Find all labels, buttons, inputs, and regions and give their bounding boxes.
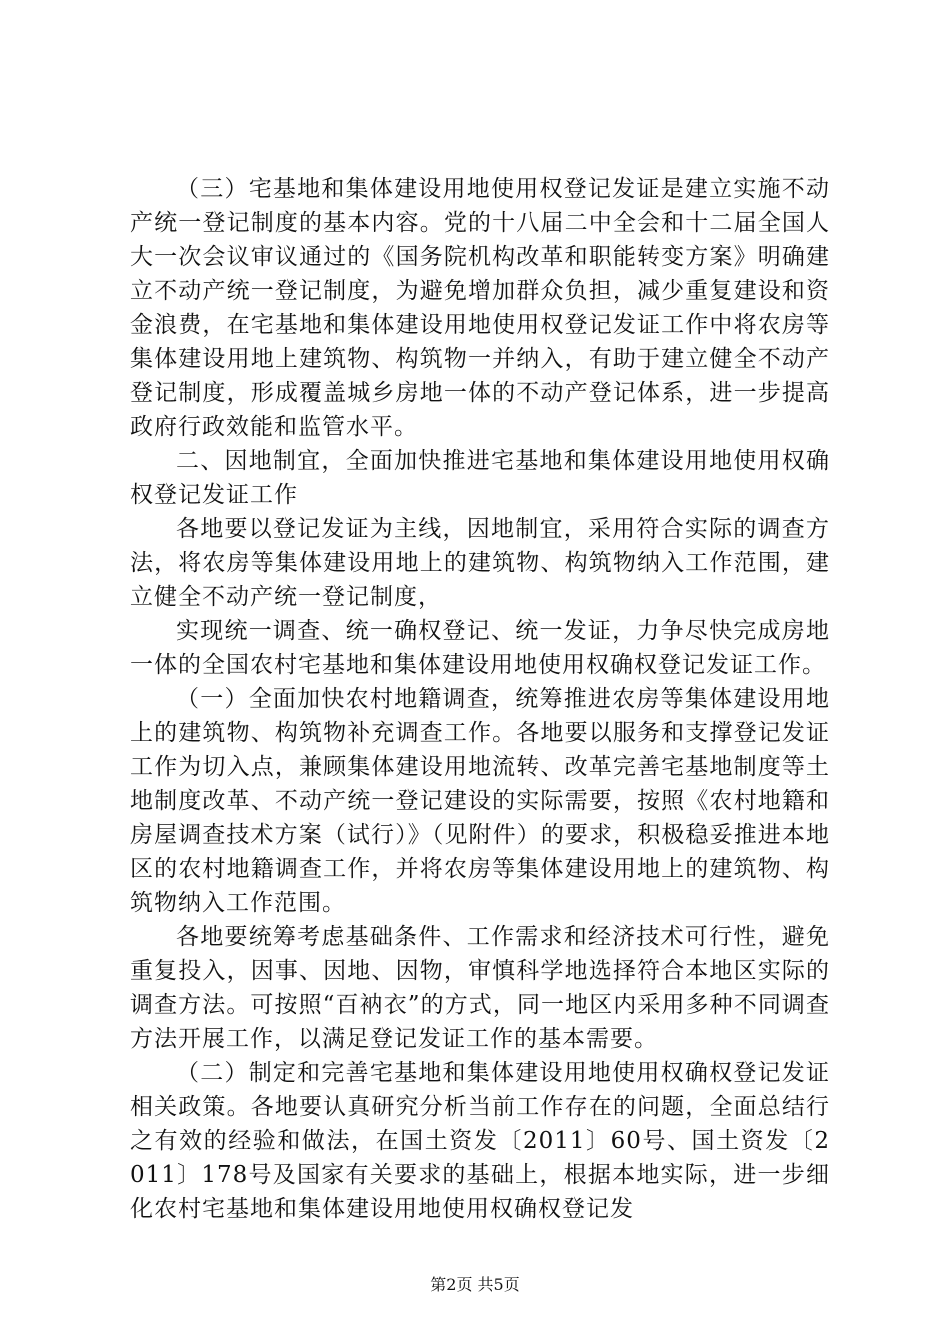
paragraph-3-homestead-registration: （三）宅基地和集体建设用地使用权登记发证是建立实施不动产统一登记制度的基本内容。党的十八届二中全会和十二届全国人大一次会议审议通过的《国务院机构改革和职能转变方案》明确建立不动产统一登记制度，为避免增加群众负担，减少重复建设和资金浪费，在宅基地和集体建设用地使用权登记发证工作中将农房等集体建设用地上建筑物、构筑物一并纳入，有助于建立健全不动产登记制度，形成覆盖城乡房地一体的不动产登记体系，进一步提高政府行政效能和监管水平。 [130,176,830,440]
paragraph-unified-registration: 实现统一调查、统一确权登记、统一发证，力争尽快完成房地一体的全国农村宅基地和集体建设用地使用权确权登记发证工作。 [130,618,830,678]
document-body [130,172,830,1226]
paragraph-registration-mainline: 各地要以登记发证为主线，因地制宜，采用符合实际的调查方法，将农房等集体建设用地上的建筑物、构筑物纳入工作范围，建立健全不动产统一登记制度， [130,516,830,610]
page-number-footer: 第2页 共5页 [430,1275,520,1294]
section-heading-2: 二、因地制宜，全面加快推进宅基地和集体建设用地使用权确权登记发证工作 [130,448,830,508]
paragraph-survey-methods: 各地要统筹考虑基础条件、工作需求和经济技术可行性，避免重复投入，因事、因地、因物，审慎科学地选择符合本地区实际的调查方法。可按照“百衲衣”的方式，同一地区内采用多种不同调查方法开展工作，以满足登记发证工作的基本需要。 [130,924,830,1052]
paragraph-2-policies: （二）制定和完善宅基地和集体建设用地使用权确权登记发证相关政策。各地要认真研究分析当前工作存在的问题，全面总结行之有效的经验和做法，在国土资发〔2011〕60号、国土资发〔2011〕178号及国家有关要求的基础上，根据本地实际，进一步细化农村宅基地和集体建设用地使用权确权登记发 [130,1060,830,1222]
paragraph-1-cadastral-survey: （一）全面加快农村地籍调查，统筹推进农房等集体建设用地上的建筑物、构筑物补充调查工作。各地要以服务和支撑登记发证工作为切入点，兼顾集体建设用地流转、改革完善宅基地制度等土地制度改革、不动产统一登记建设的实际需要，按照《农村地籍和房屋调查技术方案（试行）》（见附件）的要求，积极稳妥推进本地区的农村地籍调查工作，并将农房等集体建设用地上的建筑物、构筑物纳入工作范围。 [130,686,830,916]
